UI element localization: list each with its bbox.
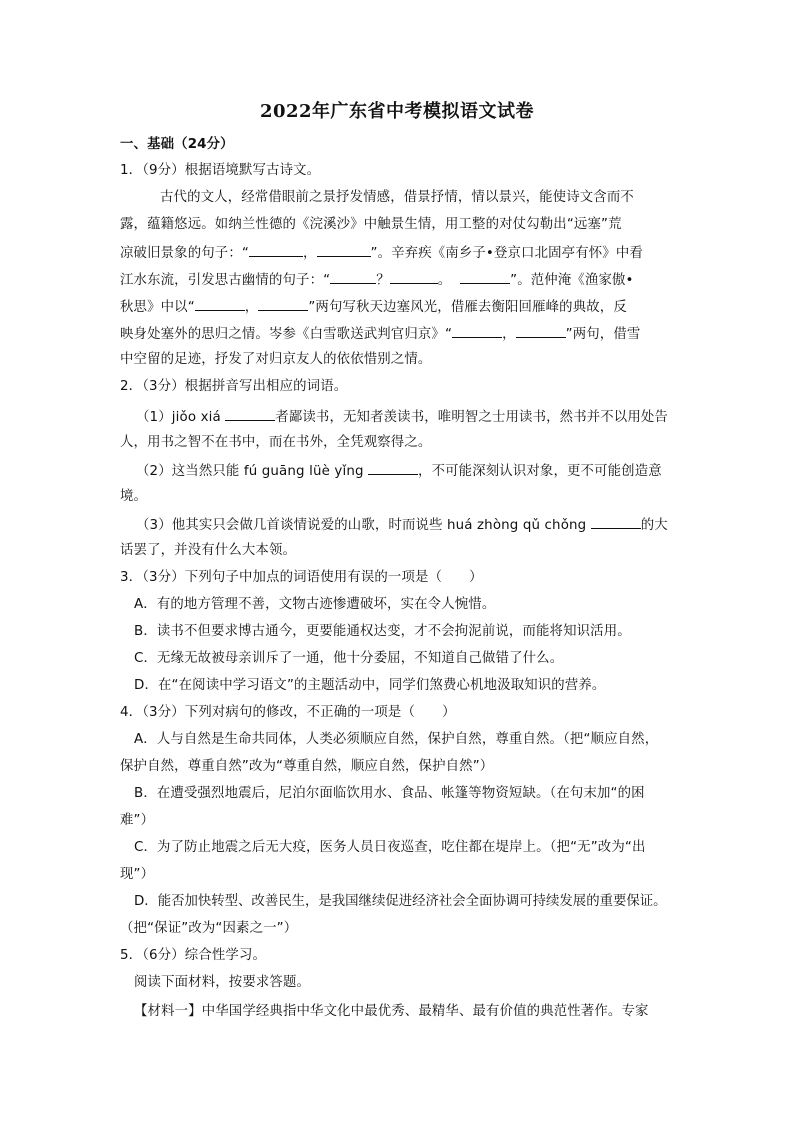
question-4-option-b-continued: 难”） (120, 813, 155, 828)
question-4-option-a[interactable]: A．人与自然是生命共同体，人类必须顺应自然，保护自然，尊重自然。（把“顺应自然， (134, 732, 659, 747)
question-3-option-d[interactable]: D．在“在阅读中学习语文”的主题活动中，同学们煞费心机地汲取知识的营养。 (134, 678, 606, 693)
question-1-passage-line (120, 297, 680, 317)
question-2-item-2-continued: 境。 (120, 489, 148, 504)
question-4-stem: 4．（3分）下列对病句的修改，不正确的一项是（ ） (120, 705, 456, 720)
item-text: （1）jiǒo xiá (136, 410, 226, 425)
question-1-passage-line (120, 243, 680, 263)
answer-blank[interactable] (195, 297, 245, 311)
answer-blank[interactable] (591, 515, 641, 529)
question-1-passage-line (120, 270, 680, 290)
question-1-passage-line: 古代的文人，经常借眼前之景抒发情感，借景抒情，情以景兴，能使诗文含而不 (160, 190, 634, 205)
answer-blank[interactable] (330, 270, 376, 284)
passage-text: ， (502, 327, 516, 342)
passage-text: 秋思》中以“ (120, 300, 195, 315)
passage-text: ”。范仲淹《渔家傲• (510, 273, 634, 288)
answer-blank[interactable] (225, 407, 275, 421)
question-5-material-1: 【材料一】中华国学经典指中华文化中最优秀、最精华、最有价值的典范性著作。专家 (134, 1004, 649, 1019)
answer-blank[interactable] (258, 297, 308, 311)
passage-text: 凉破旧景象的句子：“ (120, 246, 249, 261)
answer-blank[interactable] (368, 461, 418, 475)
question-1-stem: 1．（9分）根据语境默写古诗文。 (120, 163, 321, 178)
question-3-option-c[interactable]: C．无缘无故被母亲训斥了一通，他十分委屈，不知道自己做错了什么。 (134, 651, 564, 666)
question-5-intro: 阅读下面材料，按要求答题。 (134, 975, 311, 990)
question-1-passage-line (120, 324, 680, 344)
passage-text: ”两句，借雪 (565, 327, 641, 342)
question-1-passage-line: 中空留的足迹，抒发了对归京友人的依依惜别之情。 (120, 352, 432, 367)
question-1-passage-line: 露，蕴籍悠远。如纳兰性德的《浣溪沙》中触景生情，用工整的对仗勾勒出“远塞”荒 (120, 217, 622, 232)
item-text: 的大 (640, 518, 668, 533)
answer-blank[interactable] (317, 243, 371, 257)
answer-blank[interactable] (390, 270, 438, 284)
answer-blank[interactable] (460, 270, 510, 284)
passage-text: ”两句写秋天边塞风光，借雁去衡阳回雁峰的典故，反 (308, 300, 627, 315)
question-2-item-1 (136, 407, 680, 427)
question-3-option-b[interactable]: B．读书不但要求博古通今，更要能通权达变，才不会拘泥前说，而能将知识活用。 (134, 624, 631, 639)
passage-text: ， (244, 300, 259, 315)
question-2-item-1-continued: 人，用书之智不在书中，而在书外，全凭观察得之。 (120, 435, 432, 450)
item-text: （2）这当然只能 fú guāng lüè yǐng (136, 464, 369, 479)
answer-blank[interactable] (249, 243, 303, 257)
passage-text: 江水东流，引发思古幽情的句子：“ (120, 273, 331, 288)
item-text: （3）他其实只会做几首谈情说爱的山歌，时而说些 huá zhòng qǔ chǒng (136, 518, 591, 533)
question-2-stem: 2．（3分）根据拼音写出相应的词语。 (120, 379, 348, 394)
item-text: 者鄙读书，无知者羡读书，唯明智之士用读书，然书并不以用处告 (275, 410, 668, 425)
question-3-option-a[interactable]: A．有的地方管理不善，文物古迹惨遭破坏，实在令人惋惜。 (134, 597, 496, 612)
passage-text: 。 (437, 273, 452, 288)
passage-text: 映身处塞外的思归之情。岑参《白雪歌送武判官归京》“ (120, 327, 453, 342)
question-5-stem: 5．（6分）综合性学习。 (120, 948, 267, 963)
page-title: 2022年广东省中考模拟语文试卷 (259, 101, 535, 122)
passage-text: ， (302, 246, 317, 261)
answer-blank[interactable] (452, 324, 502, 338)
question-2-item-3-continued: 话罢了，并没有什么大本领。 (120, 543, 297, 558)
question-4-option-a-continued: 保护自然，尊重自然”改为“尊重自然，顺应自然，保护自然”） (120, 759, 494, 774)
answer-blank[interactable] (516, 324, 566, 338)
question-4-option-c-continued: 现”） (120, 867, 155, 882)
passage-text: ？ (376, 273, 390, 288)
question-4-option-d[interactable]: D．能否加快转型、改善民生，是我国继续促进经济社会全面协调可持续发展的重要保证。 (134, 894, 667, 909)
question-4-option-c[interactable]: C．为了防止地震之后无大疫，医务人员日夜巡查，吃住都在堤岸上。（把“无”改为“出 (134, 840, 646, 855)
question-3-stem: 3．（3分）下列句子中加点的词语使用有误的一项是（ ） (120, 570, 483, 585)
question-2-item-3 (136, 515, 680, 535)
item-text: ，不可能深刻认识对象，更不可能创造意 (418, 464, 662, 479)
section-heading-basics: 一、基础（24分） (120, 137, 234, 152)
question-4-option-b[interactable]: B．在遭受强烈地震后，尼泊尔面临饮用水、食品、帐篷等物资短缺。（在句末加“的困 (134, 786, 645, 801)
question-2-item-2 (136, 461, 680, 481)
passage-text: ”。辛弃疾《南乡子•登京口北固亭有怀》中看 (370, 246, 643, 261)
question-4-option-d-continued: （把“保证”改为“因素之一”） (120, 921, 298, 936)
